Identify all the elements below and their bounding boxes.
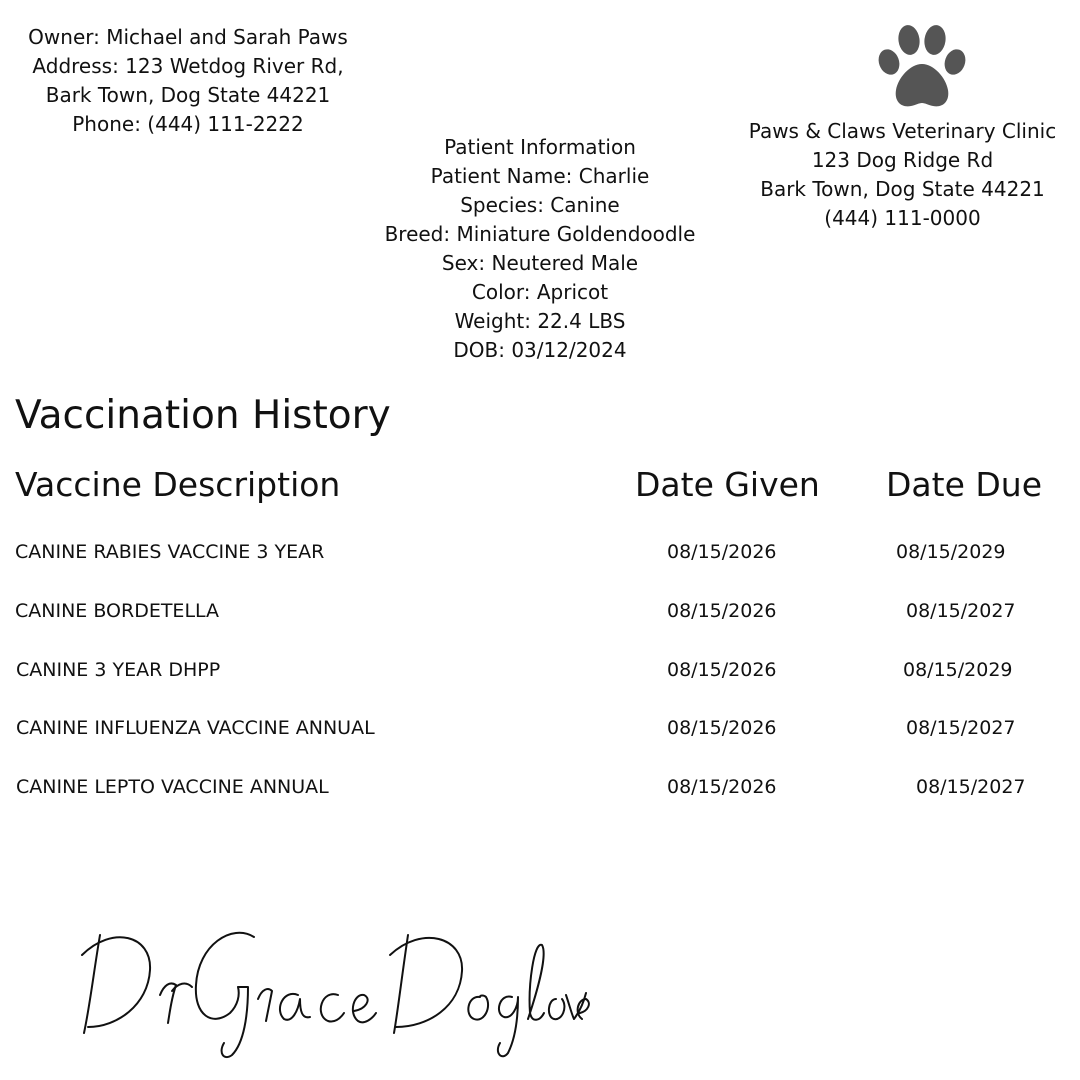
table-row	[0, 537, 1080, 567]
vaccine-description: CANINE BORDETELLA	[15, 600, 220, 622]
date-due: 08/15/2027	[906, 600, 1016, 622]
patient-heading: Patient Information	[444, 135, 636, 159]
date-due: 08/15/2029	[903, 659, 1013, 681]
owner-info	[8, 23, 368, 139]
column-header-date-due: Date Due	[886, 465, 1042, 504]
table-row	[0, 772, 1080, 802]
date-given: 08/15/2026	[667, 541, 777, 563]
clinic-name: Paws & Claws Veterinary Clinic	[748, 119, 1057, 143]
vaccine-description: CANINE 3 YEAR DHPP	[16, 659, 221, 681]
vaccine-description: CANINE LEPTO VACCINE ANNUAL	[16, 776, 329, 798]
patient-info	[340, 133, 740, 365]
column-header-date-given: Date Given	[635, 465, 820, 504]
date-due: 08/15/2027	[916, 776, 1026, 798]
table-row	[0, 655, 1080, 685]
date-given: 08/15/2026	[667, 776, 777, 798]
owner-address-line2: Bark Town, Dog State 44221	[45, 83, 331, 107]
clinic-phone: (444) 111-0000	[824, 206, 981, 230]
clinic-address-line2: Bark Town, Dog State 44221	[760, 177, 1045, 201]
paw-print-icon	[876, 24, 968, 110]
vaccination-history-title: Vaccination History	[15, 393, 391, 438]
column-header-description: Vaccine Description	[15, 465, 341, 504]
clinic-address-line1: 123 Dog Ridge Rd	[811, 148, 994, 172]
patient-weight: Weight: 22.4 LBS	[454, 309, 626, 333]
patient-color: Color: Apricot	[471, 280, 609, 304]
patient-dob: DOB: 03/12/2024	[453, 338, 627, 362]
vaccine-description: CANINE INFLUENZA VACCINE ANNUAL	[16, 717, 375, 739]
patient-breed: Breed: Miniature Goldendoodle	[384, 222, 696, 246]
table-row	[0, 713, 1080, 743]
patient-name: Patient Name: Charlie	[430, 164, 650, 188]
date-given: 08/15/2026	[667, 659, 777, 681]
owner-name: Owner: Michael and Sarah Paws	[28, 25, 348, 49]
clinic-info	[730, 117, 1075, 233]
patient-species: Species: Canine	[460, 193, 620, 217]
date-given: 08/15/2026	[667, 717, 777, 739]
owner-phone: Phone: (444) 111-2222	[72, 112, 304, 136]
owner-address-line1: Address: 123 Wetdog River Rd,	[32, 54, 344, 78]
vaccine-description: CANINE RABIES VACCINE 3 YEAR	[15, 541, 325, 563]
date-due: 08/15/2029	[896, 541, 1006, 563]
signature	[72, 915, 592, 1060]
date-given: 08/15/2026	[667, 600, 777, 622]
patient-sex: Sex: Neutered Male	[441, 251, 639, 275]
table-row	[0, 596, 1080, 626]
date-due: 08/15/2027	[906, 717, 1016, 739]
